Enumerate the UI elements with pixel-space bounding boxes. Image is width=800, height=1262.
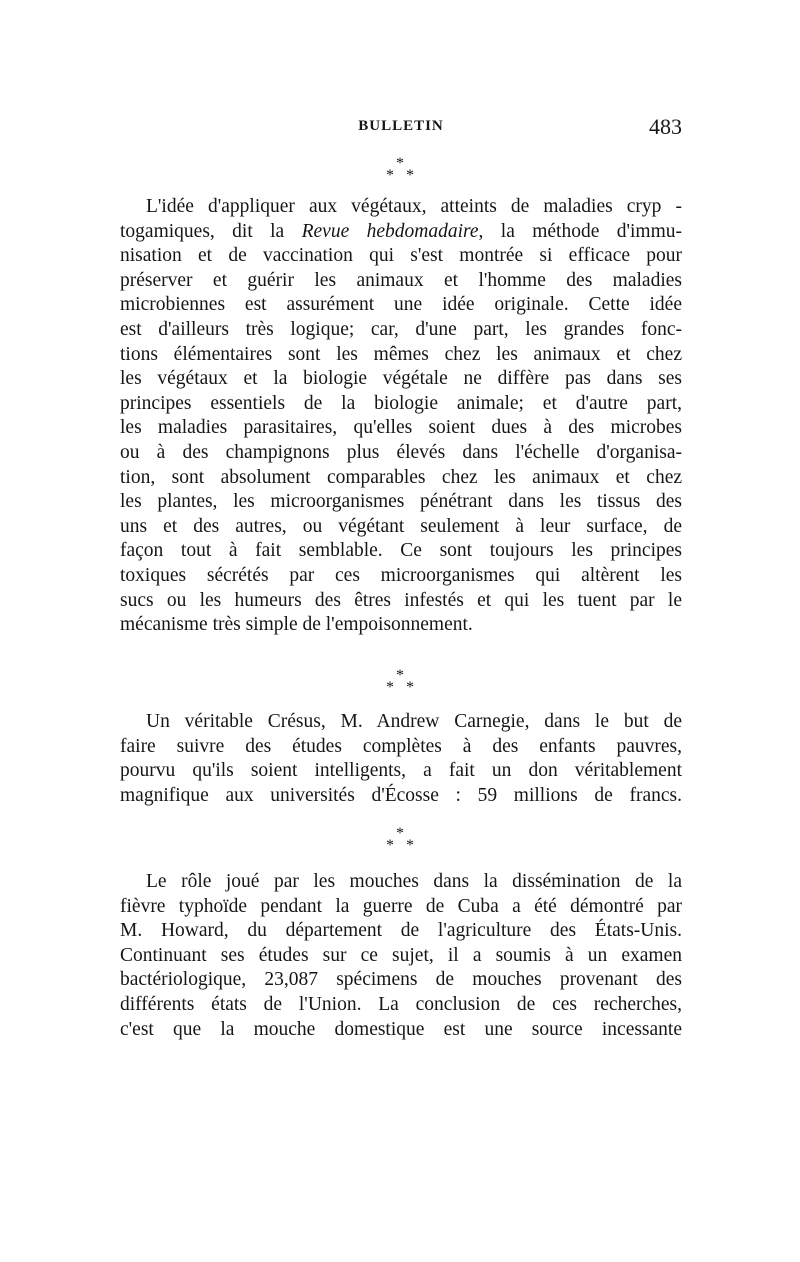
journal-title: Revue hebdomadaire	[301, 220, 479, 242]
text-line: magnifique aux universités d'Écosse : 59 millions de francs.	[120, 784, 682, 806]
text-fragment: togamiques, dit la	[120, 220, 285, 242]
text-line: L'idée d'appliquer aux végétaux, atteints de maladies cryp -	[146, 196, 682, 217]
text-line: Continuant ses études sur ce sujet, il a soumis à un examen	[120, 944, 682, 966]
text-line: microbiennes est assurément une idée originale. Cette idée	[120, 294, 682, 316]
section-separator	[0, 825, 800, 854]
text-line: fièvre typhoïde pendant la guerre de Cuba a été démontré par	[120, 895, 682, 917]
separator-stars: * *	[386, 167, 414, 184]
text-line: faire suivre des études complètes à des enfants pauvres,	[120, 735, 682, 757]
text-line: les maladies parasitaires, qu'elles soient dues à des microbes	[120, 417, 682, 439]
text-line: ou à des champignons plus élevés dans l'échelle d'organisa-	[120, 441, 682, 463]
text-line: pourvu qu'ils soient intelligents, a fait un don véritablement	[120, 760, 682, 782]
text-line: c'est que la mouche domestique est une source incessante	[120, 1018, 682, 1040]
text-line: façon tout à fait semblable. Ce sont toujours les principes	[120, 540, 682, 562]
separator-star: *	[396, 825, 404, 842]
text-line: bactériologique, 23,087 spécimens de mouches provenant des	[120, 969, 682, 991]
text-line: mécanisme très simple de l'empoisonnement.	[120, 614, 473, 636]
text-line: Le rôle joué par les mouches dans la dissémination de la	[146, 871, 682, 892]
text-line: préserver et guérir les animaux et l'homme des maladies	[120, 269, 682, 291]
text-line: est d'ailleurs très logique; car, d'une part, les grandes fonc-	[120, 318, 682, 340]
running-title: BULLETIN	[358, 118, 444, 134]
text-fragment: , la méthode d'immu-	[478, 220, 683, 242]
separator-star: *	[396, 667, 404, 684]
text-line: tion, sont absolument comparables chez les animaux et chez	[120, 466, 682, 488]
text-line: sucs ou les humeurs des êtres infestés et qui les tuent par le	[120, 589, 682, 611]
text-line: toxiques sécrétés par ces microorganismes qui altèrent les	[120, 564, 682, 586]
text-line: tions élémentaires sont les mêmes chez les animaux et chez	[120, 343, 682, 365]
text-line: principes essentiels de la biologie animale; et d'autre part,	[120, 392, 682, 414]
text-line: M. Howard, du département de l'agriculture des États-Unis.	[120, 920, 682, 942]
text-line: les plantes, les microorganismes pénétrant dans les tissus des	[120, 491, 682, 513]
paragraph-plant-vaccination	[120, 195, 682, 638]
text-line	[120, 220, 682, 245]
separator-stars: * *	[386, 679, 414, 696]
paragraph-flies-typhoid	[120, 870, 682, 1042]
section-separator	[0, 667, 800, 696]
paragraph-carnegie-donation	[120, 710, 682, 808]
separator-star: *	[396, 155, 404, 172]
section-separator	[0, 155, 800, 184]
page-header	[120, 114, 682, 144]
separator-stars: * *	[386, 837, 414, 854]
text-line: Un véritable Crésus, M. Andrew Carnegie, dans le but de	[146, 711, 682, 732]
page-number: 483	[649, 114, 682, 139]
text-line: uns et des autres, ou végétant seulement à leur surface, de	[120, 515, 682, 537]
text-line: différents états de l'Union. La conclusion de ces recherches,	[120, 993, 682, 1015]
text-line: nisation et de vaccination qui s'est montrée si efficace pour	[120, 245, 682, 267]
text-line: les végétaux et la biologie végétale ne diffère pas dans ses	[120, 368, 682, 390]
